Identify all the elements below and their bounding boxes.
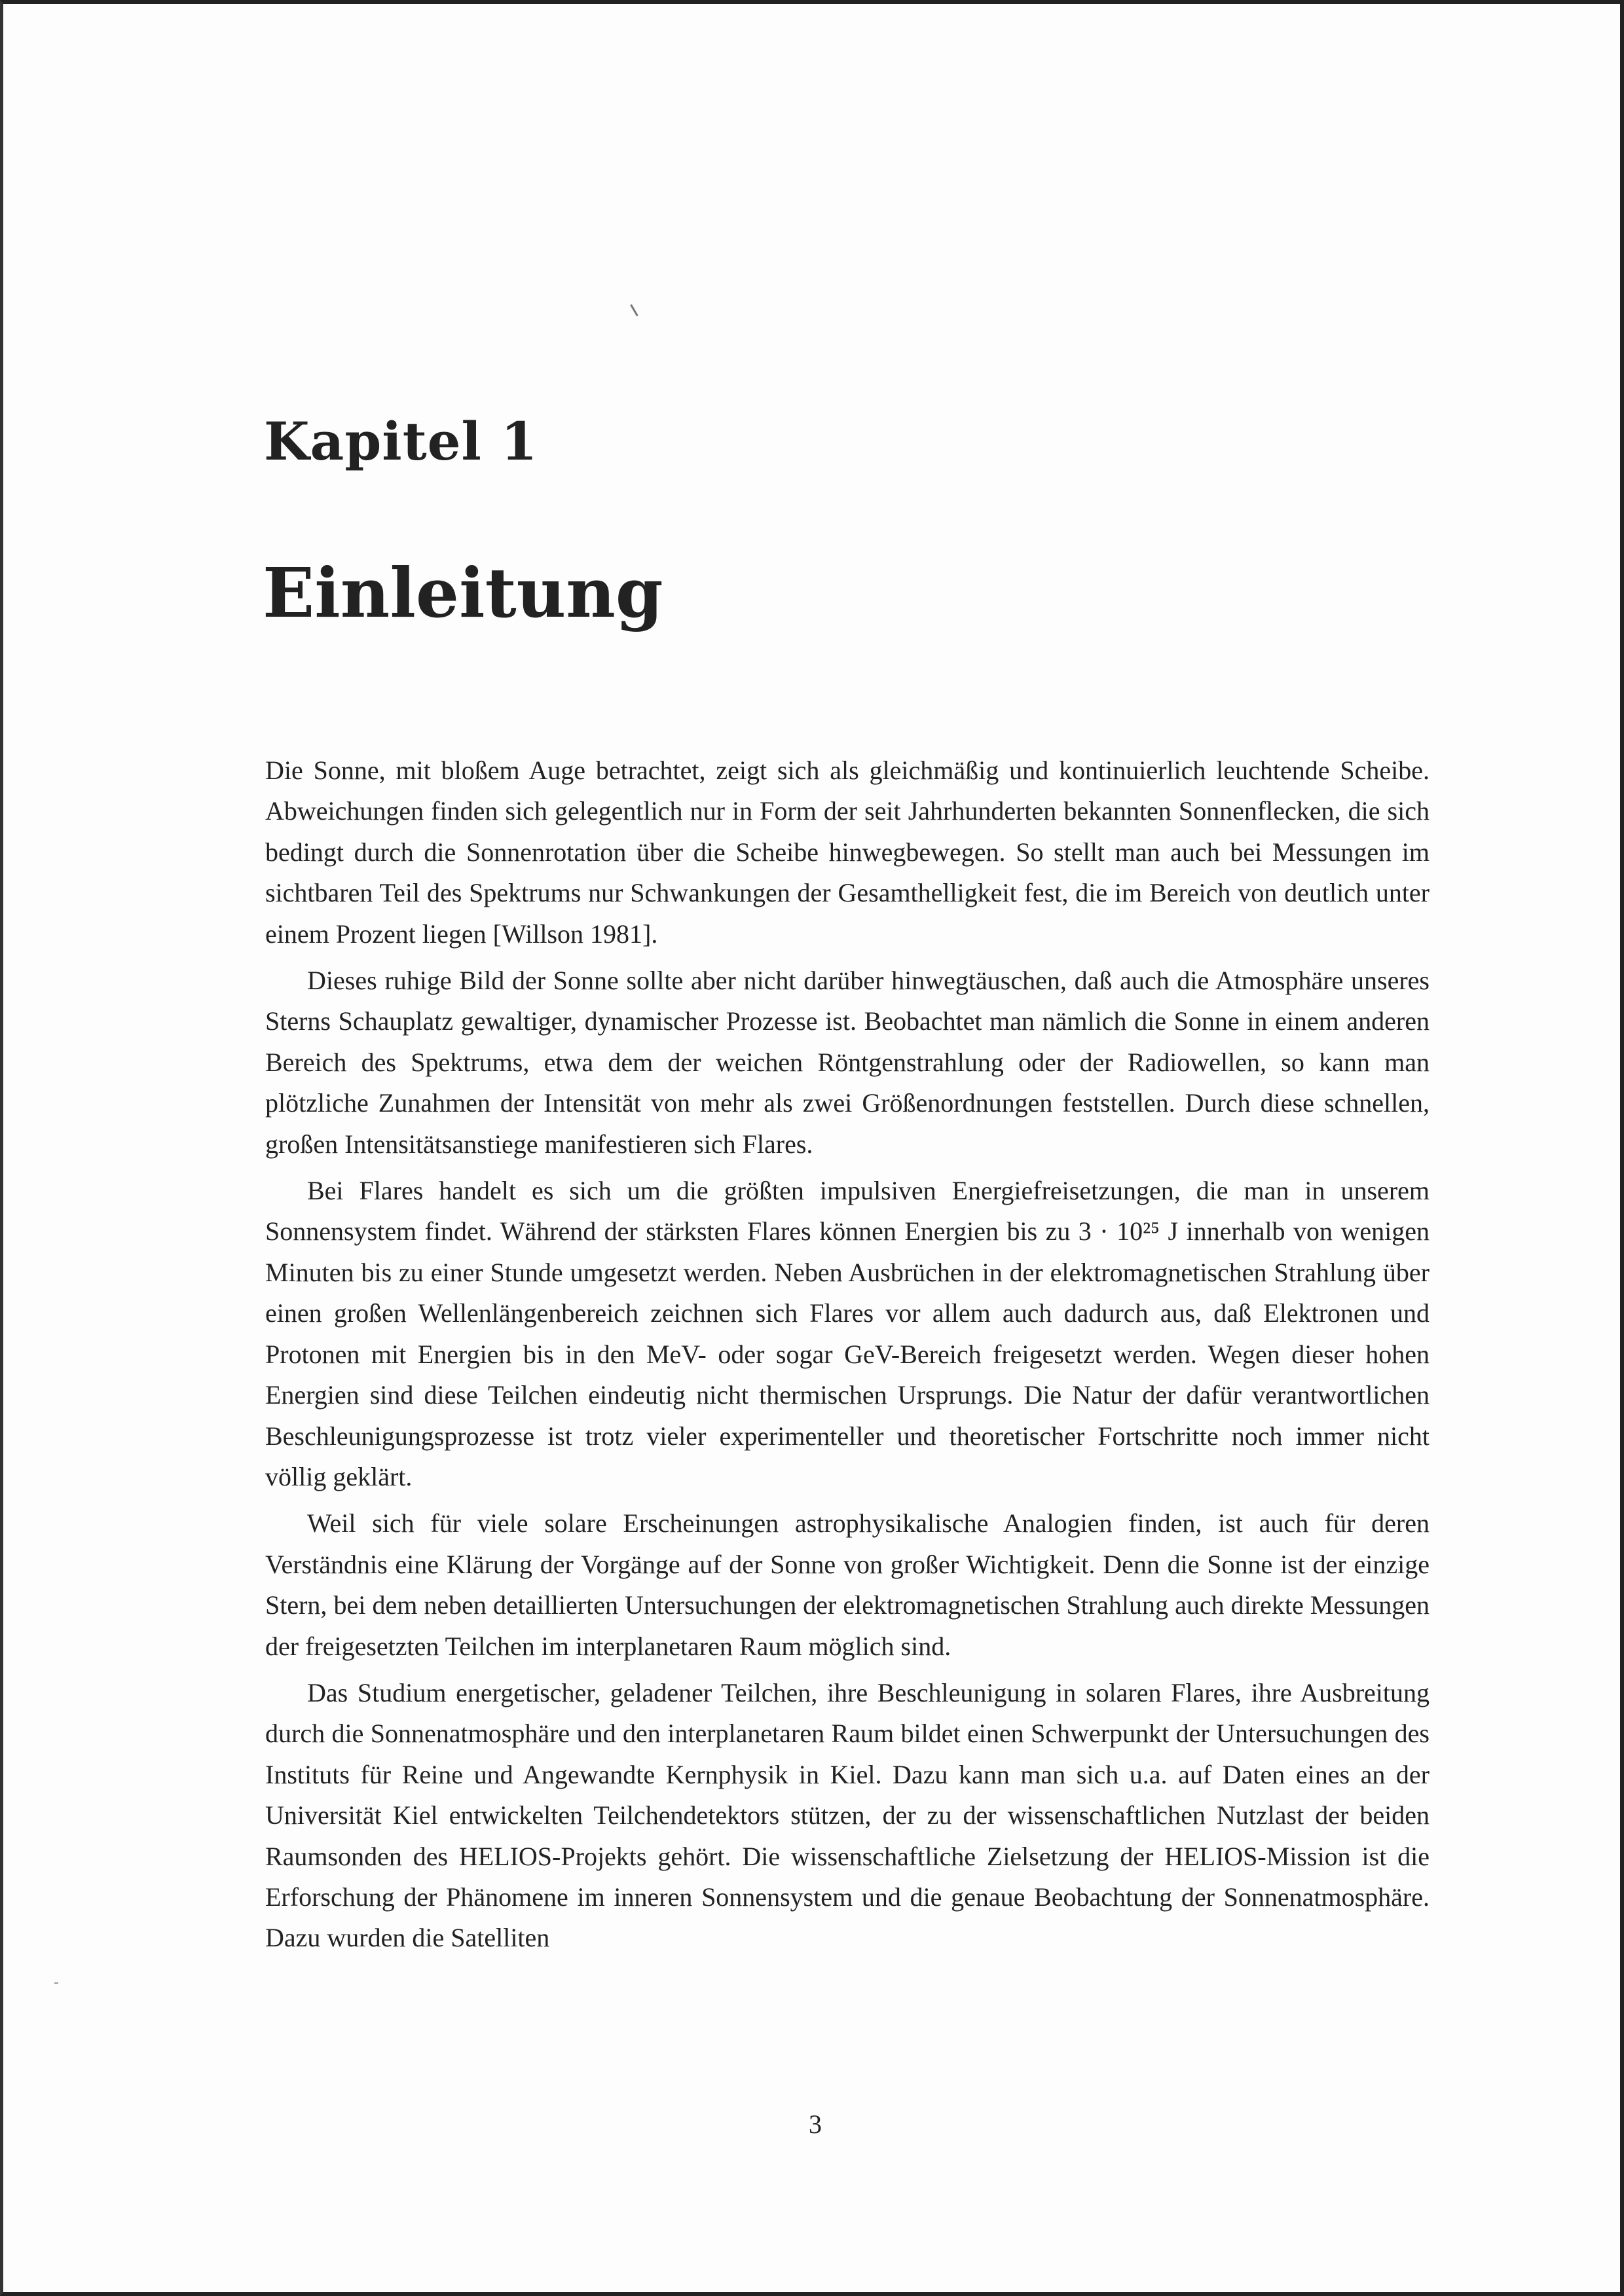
scan-speck [54, 1982, 58, 1984]
chapter-title: Einleitung [263, 553, 663, 633]
paragraph-4: Weil sich für viele solare Erscheinungen astrophysikalische Analogien finden, ist auch für deren Verständnis eine Klärung der Vorgänge auf der Sonne von großer Wichtigkeit. Denn die Sonne ist der einzige Stern, bei dem neben detaillierten Untersuchungen der elektromagnetischen Strahlung auch direkte Messungen der freigesetzten Teilchen im interplanetaren Raum möglich sind. [265, 1508, 1430, 1661]
paragraph-3: Bei Flares handelt es sich um die größten impulsiven Energiefreisetzungen, die man in unserem Sonnensystem findet. Während der stärksten Flares können Energien bis zu 3 · 10²⁵ J innerhalb von wenigen Minuten bis zu einer Stunde umgesetzt werden. Neben Ausbrüchen in der elektromagnetischen Strahlung über einen großen Wellenlängenbereich zeichnen sich Flares vor allem auch dadurch aus, daß Elektronen und Protonen mit Energien bis in den MeV- oder sogar GeV-Bereich freigesetzt werden. Wegen dieser hohen Energien sind diese Teilchen eindeutig nicht thermischen Ursprungs. Die Natur der dafür verantwortlichen Beschleunigungsprozesse ist trotz vieler experimenteller und theoretischer Fortschritte noch immer nicht völlig geklärt. [265, 1176, 1430, 1491]
page-number: 3 [809, 2109, 822, 2139]
paragraph-1: Die Sonne, mit bloßem Auge betrachtet, zeigt sich als gleichmäßig und kontinuierlich leuchtende Scheibe. Abweichungen finden sich gelegentlich nur in Form der seit Jahrhunderten bekannten Sonnenflecken, die sich bedingt durch die Sonnenrotation über die Scheibe hinwegbewegen. So stellt man auch bei Messungen im sichtbaren Teil des Spektrums nur Schwankungen der Gesamthelligkeit fest, die im Bereich von deutlich unter einem Prozent liegen [Willson 1981]. [265, 756, 1430, 949]
paragraph-5: Das Studium energetischer, geladener Teilchen, ihre Beschleunigung in solaren Flares, ihre Ausbreitung durch die Sonnenatmosphäre und den interplanetaren Raum bildet einen Schwerpunkt der Untersuchungen des Instituts für Reine und Angewandte Kernphysik in Kiel. Dazu kann man sich u.a. auf Daten eines an der Universität Kiel entwickelten Teilchendetektors stützen, der zu der wissenschaftlichen Nutzlast der beiden Raumsonden des HELIOS-Projekts gehört. Die wissenschaftliche Zielsetzung der HELIOS-Mission ist die Erforschung der Phänomene im inneren Sonnensystem und die genaue Beobachtung der Sonnenatmosphäre. Dazu wurden die Satelliten [265, 1677, 1430, 1953]
paragraph-2: Dieses ruhige Bild der Sonne sollte aber nicht darüber hinwegtäuschen, daß auch die Atmosphäre unseres Sterns Schauplatz gewaltiger, dynamischer Prozesse ist. Beobachtet man nämlich die Sonne in einem anderen Bereich des Spektrums, etwa dem der weichen Röntgenstrahlung oder der Radiowellen, so kann man plötzliche Zunahmen der Intensität von mehr als zwei Größenordnungen feststellen. Durch diese schnellen, großen Intensitätsanstiege manifestieren sich Flares. [265, 966, 1430, 1159]
body-text [265, 750, 1430, 1965]
scan-speck [630, 304, 638, 317]
chapter-label: Kapitel 1 [264, 410, 538, 472]
